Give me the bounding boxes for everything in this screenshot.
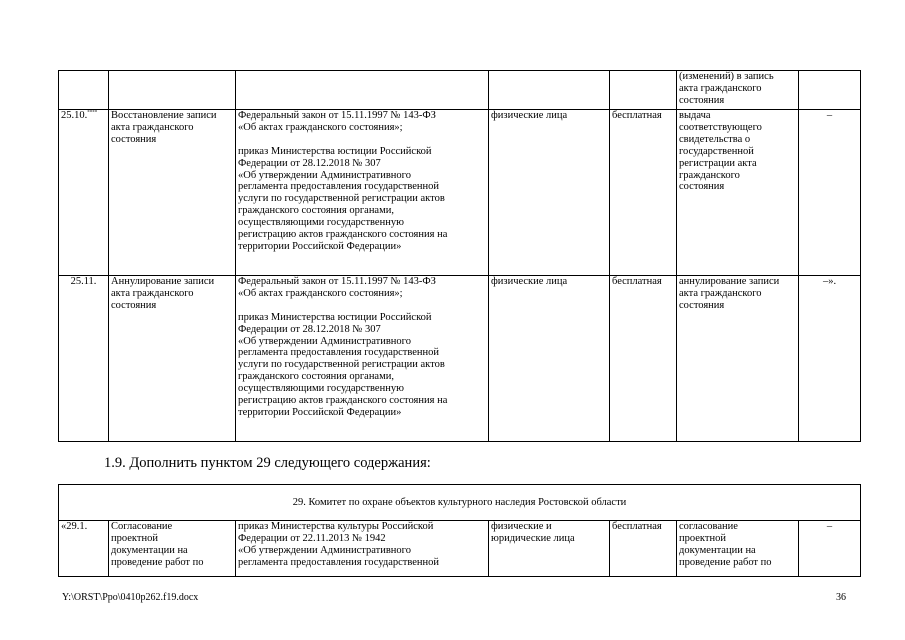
cell-extra: –».​ — [799, 276, 861, 442]
services-table-continued — [58, 70, 861, 442]
cell-extra: – — [799, 110, 861, 276]
cell-legal-basis — [236, 71, 489, 110]
cell-number: 25.11. — [59, 276, 109, 442]
footer-file-path: Y:\ORST\Ppo\0410p262.f19.docx — [62, 592, 199, 603]
cell-service-name — [109, 71, 236, 110]
footnote-mark: **** — [87, 110, 98, 116]
cell-extra — [799, 71, 861, 110]
table-row — [59, 71, 861, 110]
cell-service-name: Восстановление записи акта гражданского состояния — [109, 110, 236, 276]
cell-recipients: физические лица — [489, 110, 610, 276]
services-table-new-section — [58, 484, 861, 577]
cell-cost: бесплатная — [610, 110, 677, 276]
cell-extra: – — [799, 521, 861, 577]
cell-number — [59, 71, 109, 110]
cell-legal-basis: Федеральный закон от 15.11.1997 № 143-ФЗ «Об актах гражданского состояния»; приказ Министерства юстиции Российской Федерации от 28.12.2018 № 307 «Об утверждении Административного регламента предоставления государственной услуги по государственной регистрации актов гражданского состояния органами, осуществляющими государственную регистрацию актов гражданского состояния на территории Российской Федерации» — [236, 110, 489, 276]
table-row — [59, 276, 861, 442]
amendment-paragraph: 1.9. Дополнить пунктом 29 следующего содержания: — [104, 455, 431, 471]
cell-result: аннулирование записи акта гражданского состояния — [677, 276, 799, 442]
cell-cost: бесплатная — [610, 521, 677, 577]
section-header-row — [59, 485, 861, 521]
table-row — [59, 110, 861, 276]
cell-cost: бесплатная — [610, 276, 677, 442]
cell-recipients: физические и юридические лица — [489, 521, 610, 577]
cell-legal-basis: приказ Министерства культуры Российской Федерации от 22.11.2013 № 1942 «Об утверждении Административного регламента предоставления государственной — [236, 521, 489, 577]
cell-result: (изменений) в запись акта гражданского состояния — [677, 71, 799, 110]
cell-service-name: Согласование проектной документации на проведение работ по — [109, 521, 236, 577]
cell-number: «29.1. — [59, 521, 109, 577]
cell-number: 25.10.**** — [59, 110, 109, 276]
cell-result: согласование проектной документации на проведение работ по — [677, 521, 799, 577]
cell-result: выдача соответствующего свидетельства о государственной регистрации акта гражданского состояния — [677, 110, 799, 276]
cell-recipients: физические лица — [489, 276, 610, 442]
section-header: 29. Комитет по охране объектов культурного наследия Ростовской области — [59, 485, 861, 521]
table-row — [59, 521, 861, 577]
cell-recipients — [489, 71, 610, 110]
cell-service-name: Аннулирование записи акта гражданского состояния — [109, 276, 236, 442]
cell-legal-basis: Федеральный закон от 15.11.1997 № 143-ФЗ «Об актах гражданского состояния»; приказ Министерства юстиции Российской Федерации от 28.12.2018 № 307 «Об утверждении Административного регламента предоставления государственной услуги по государственной регистрации актов гражданского состояния органами, осуществляющими государственную регистрацию актов гражданского состояния на территории Российской Федерации» — [236, 276, 489, 442]
footer-page-number: 36 — [836, 592, 846, 603]
cell-cost — [610, 71, 677, 110]
